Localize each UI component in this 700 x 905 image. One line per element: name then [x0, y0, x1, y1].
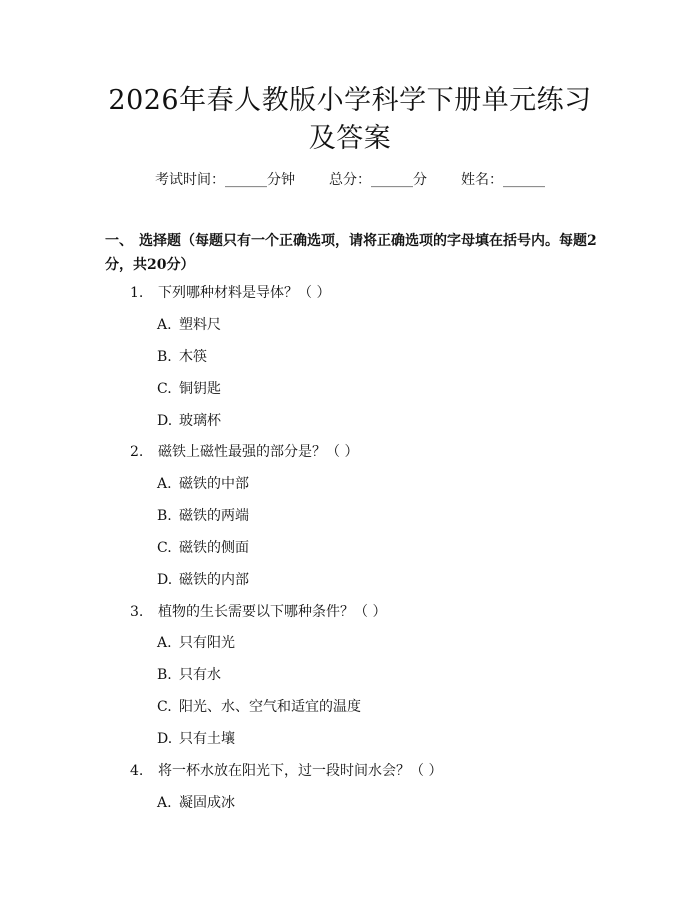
option-letter: C.	[157, 540, 172, 556]
option-letter: A.	[157, 317, 172, 333]
option-letter: D.	[157, 572, 173, 588]
option-text: 只有阳光	[179, 635, 235, 651]
section-instructions: 选择题（每题只有一个正确选项，请将正确选项的字母填在括号内。每题2分，共20分）	[105, 233, 597, 273]
section-number: 一、	[105, 233, 133, 249]
total-score-field: 总分：______分	[329, 172, 427, 188]
option-text: 玻璃杯	[179, 413, 221, 429]
option	[157, 314, 221, 334]
option-letter: A.	[157, 635, 172, 651]
question-number: 2.	[130, 444, 144, 460]
option-letter: D.	[157, 731, 173, 747]
option-text: 阳光、水、空气和适宜的温度	[179, 699, 361, 715]
option-letter: B.	[157, 349, 172, 365]
option	[157, 537, 249, 557]
option	[157, 346, 207, 366]
option	[157, 569, 249, 589]
option	[157, 696, 361, 716]
question-text: 磁铁上磁性最强的部分是？（ ）	[158, 444, 359, 460]
option-text: 只有土壤	[179, 731, 235, 747]
question-number: 4.	[130, 763, 144, 779]
option-letter: C.	[157, 699, 172, 715]
option	[157, 505, 249, 525]
option	[157, 410, 221, 430]
option-text: 磁铁的侧面	[179, 540, 249, 556]
question-1	[130, 282, 330, 302]
student-name-field: 姓名：______	[461, 172, 545, 188]
option	[157, 378, 221, 398]
option-letter: B.	[157, 667, 172, 683]
option-text: 只有水	[179, 667, 221, 683]
option	[157, 664, 221, 684]
option-text: 木筷	[179, 349, 207, 365]
question-text: 将一杯水放在阳光下，过一段时间水会？（ ）	[158, 763, 443, 779]
question-2	[130, 441, 358, 461]
option-letter: A.	[157, 795, 172, 811]
option-letter: C.	[157, 381, 172, 397]
exam-time-field: 考试时间：______分钟	[155, 172, 295, 188]
option-letter: B.	[157, 508, 172, 524]
question-number: 1.	[130, 285, 144, 301]
page-title: 2026年春人教版小学科学下册单元练习及答案	[108, 85, 592, 154]
option	[157, 632, 235, 652]
option-text: 磁铁的两端	[179, 508, 249, 524]
option-text: 塑料尺	[179, 317, 221, 333]
question-text: 下列哪种材料是导体？（ ）	[158, 285, 331, 301]
question-text: 植物的生长需要以下哪种条件？（ ）	[158, 604, 387, 620]
option	[157, 728, 235, 748]
question-4	[130, 760, 442, 780]
option-text: 磁铁的中部	[179, 476, 249, 492]
option	[157, 473, 249, 493]
option-text: 磁铁的内部	[179, 572, 249, 588]
option-letter: D.	[157, 413, 173, 429]
question-number: 3.	[130, 604, 144, 620]
option-text: 铜钥匙	[179, 381, 221, 397]
option-letter: A.	[157, 476, 172, 492]
section-heading	[105, 229, 600, 277]
exam-info-line	[0, 169, 700, 189]
option-text: 凝固成冰	[179, 795, 235, 811]
option	[157, 792, 235, 812]
question-3	[130, 601, 386, 621]
